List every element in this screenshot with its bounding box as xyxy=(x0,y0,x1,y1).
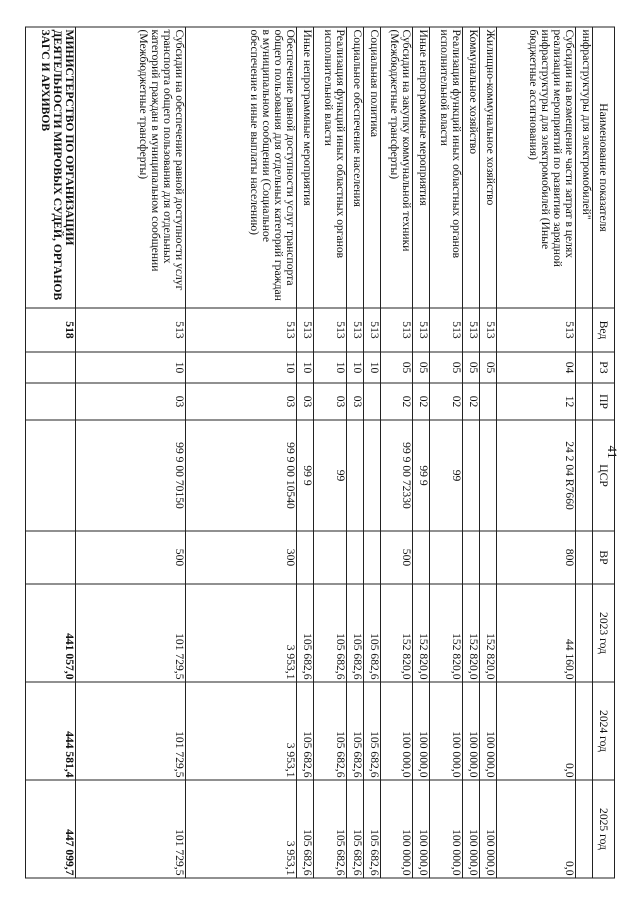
cell-2024: 100 000,0 xyxy=(479,682,496,780)
cell-csr: 24 2 04 R7660 xyxy=(496,420,576,531)
cell-2023: 105 682,6 xyxy=(346,584,363,682)
cell-csr xyxy=(346,420,363,531)
cell-pr: 03 xyxy=(297,383,314,420)
cell-rz: 04 xyxy=(496,352,576,383)
table-row xyxy=(26,27,76,878)
cell-pr: 12 xyxy=(496,383,576,420)
cell-2023: 105 682,6 xyxy=(363,584,380,682)
cell-2023: 101 729,5 xyxy=(75,584,186,682)
cell-rz: 10 xyxy=(314,352,347,383)
cell-2024: 3 953,1 xyxy=(186,682,297,780)
cell-rz xyxy=(26,352,76,383)
cell-2025: 0,0 xyxy=(496,780,576,878)
cell-name: МИНИСТЕРСТВО ПО ОРГАНИЗАЦИИ ДЕЯТЕЛЬНОСТИ МИРОВЫХ СУДЕЙ, ОРГАНОВ ЗАГС И АРХИВОВ xyxy=(26,27,76,308)
cell-2025: 105 682,6 xyxy=(297,780,314,878)
cell-2025: 3 953,1 xyxy=(186,780,297,878)
cell-2024: 444 581,4 xyxy=(26,682,76,780)
cell-rz xyxy=(576,352,593,383)
cell-vr xyxy=(462,531,479,584)
cell-2025: 105 682,6 xyxy=(346,780,363,878)
cell-rz: 05 xyxy=(380,352,413,383)
cell-2024: 105 682,6 xyxy=(297,682,314,780)
cell-name: Жилищно-коммунальное хозяйство xyxy=(479,27,496,308)
cell-pr xyxy=(479,383,496,420)
cell-rz: 10 xyxy=(75,352,186,383)
cell-pr xyxy=(363,383,380,420)
table-row xyxy=(363,27,380,878)
cell-2025: 100 000,0 xyxy=(430,780,463,878)
cell-2024: 105 682,6 xyxy=(314,682,347,780)
cell-csr: 99 9 00 72330 xyxy=(380,420,413,531)
cell-vr xyxy=(363,531,380,584)
cell-csr: 99 9 xyxy=(413,420,430,531)
cell-2023: 152 820,0 xyxy=(462,584,479,682)
cell-rz: 10 xyxy=(346,352,363,383)
header-2023: 2023 год xyxy=(593,584,615,682)
cell-2024: 101 729,5 xyxy=(75,682,186,780)
cell-2023: 152 820,0 xyxy=(380,584,413,682)
cell-name: Иные непрограммные мероприятия xyxy=(297,27,314,308)
cell-csr xyxy=(479,420,496,531)
header-vr: ВР xyxy=(593,531,615,584)
cell-pr: 02 xyxy=(430,383,463,420)
cell-rz: 05 xyxy=(430,352,463,383)
cell-2025: 101 729,5 xyxy=(75,780,186,878)
cell-ved: 513 xyxy=(297,308,314,352)
cell-name: инфраструктуры для электромобилей" xyxy=(576,27,593,308)
cell-2023: 441 057,0 xyxy=(26,584,76,682)
cell-name: Реализация функций иных областных органов исполнительной власти xyxy=(314,27,347,308)
cell-name: Социальное обеспечение населения xyxy=(346,27,363,308)
cell-name: Социальная политика xyxy=(363,27,380,308)
cell-ved: 513 xyxy=(75,308,186,352)
cell-vr: 500 xyxy=(380,531,413,584)
cell-rz: 10 xyxy=(297,352,314,383)
cell-2025: 105 682,6 xyxy=(314,780,347,878)
cell-csr: 99 xyxy=(314,420,347,531)
cell-pr: 03 xyxy=(75,383,186,420)
cell-2025: 105 682,6 xyxy=(363,780,380,878)
table-row xyxy=(413,27,430,878)
table-row xyxy=(346,27,363,878)
cell-name: Субсидии на обеспечение равной доступности услуг транспорта общего пользования для отдельных категорий граждан в муниципальном сообщении (Межбюджетные трансферты) xyxy=(75,27,186,308)
cell-rz: 05 xyxy=(479,352,496,383)
cell-ved: 513 xyxy=(496,308,576,352)
cell-csr xyxy=(363,420,380,531)
table-row xyxy=(186,27,297,878)
cell-vr: 500 xyxy=(75,531,186,584)
cell-2023 xyxy=(576,584,593,682)
cell-2023: 152 820,0 xyxy=(430,584,463,682)
cell-vr xyxy=(430,531,463,584)
cell-2024: 105 682,6 xyxy=(363,682,380,780)
cell-name: Субсидии на возмещение части затрат в целях реализации мероприятий по развитию зарядной инфраструктуры для электромобилей (Иные бюджетные ассигнования) xyxy=(496,27,576,308)
header-2024: 2024 год xyxy=(593,682,615,780)
cell-ved: 518 xyxy=(26,308,76,352)
cell-csr xyxy=(26,420,76,531)
cell-ved xyxy=(576,308,593,352)
cell-name: Обеспечение равной доступности услуг транспорта общего пользования для отдельных категорий граждан в муниципальном сообщении (Социальное обеспечение и иные выплаты населению) xyxy=(186,27,297,308)
cell-2024: 100 000,0 xyxy=(462,682,479,780)
cell-ved: 513 xyxy=(430,308,463,352)
cell-2023: 44 160,0 xyxy=(496,584,576,682)
header-row xyxy=(593,27,615,878)
cell-2023: 105 682,6 xyxy=(314,584,347,682)
table-row xyxy=(479,27,496,878)
cell-pr: 03 xyxy=(314,383,347,420)
cell-vr xyxy=(314,531,347,584)
cell-ved: 513 xyxy=(363,308,380,352)
cell-vr xyxy=(297,531,314,584)
cell-2025: 100 000,0 xyxy=(413,780,430,878)
cell-2024: 105 682,6 xyxy=(346,682,363,780)
table-row xyxy=(496,27,576,878)
cell-2024: 0,0 xyxy=(496,682,576,780)
header-rz: РЗ xyxy=(593,352,615,383)
cell-pr: 03 xyxy=(186,383,297,420)
rotated-table-wrapper xyxy=(25,27,615,878)
cell-ved: 513 xyxy=(462,308,479,352)
header-pr: ПР xyxy=(593,383,615,420)
cell-csr xyxy=(576,420,593,531)
cell-csr: 99 9 00 70150 xyxy=(75,420,186,531)
cell-name: Реализация функций иных областных органов исполнительной власти xyxy=(430,27,463,308)
cell-2025 xyxy=(576,780,593,878)
cell-name: Коммунальное хозяйство xyxy=(462,27,479,308)
cell-2023: 105 682,6 xyxy=(297,584,314,682)
cell-2023: 152 820,0 xyxy=(479,584,496,682)
header-name: Наименование показателя xyxy=(593,27,615,308)
cell-rz: 05 xyxy=(462,352,479,383)
cell-vr xyxy=(479,531,496,584)
cell-2024: 100 000,0 xyxy=(413,682,430,780)
cell-vr: 300 xyxy=(186,531,297,584)
cell-csr: 99 9 00 10540 xyxy=(186,420,297,531)
cell-2024: 100 000,0 xyxy=(380,682,413,780)
cell-pr: 03 xyxy=(346,383,363,420)
budget-table xyxy=(25,27,615,879)
table-row xyxy=(576,27,593,878)
cell-vr xyxy=(576,531,593,584)
cell-vr xyxy=(413,531,430,584)
cell-csr: 99 9 xyxy=(297,420,314,531)
cell-vr: 800 xyxy=(496,531,576,584)
table-row xyxy=(75,27,186,878)
cell-ved: 513 xyxy=(186,308,297,352)
cell-rz: 10 xyxy=(186,352,297,383)
cell-pr: 02 xyxy=(380,383,413,420)
table-row xyxy=(314,27,347,878)
cell-vr xyxy=(26,531,76,584)
cell-2025: 100 000,0 xyxy=(479,780,496,878)
cell-vr xyxy=(346,531,363,584)
cell-2024: 100 000,0 xyxy=(430,682,463,780)
cell-2025: 100 000,0 xyxy=(380,780,413,878)
page-number: 41 xyxy=(605,445,620,459)
cell-pr xyxy=(576,383,593,420)
cell-rz: 05 xyxy=(413,352,430,383)
cell-name: Субсидии на закупку коммунальной техники (Межбюджетные трансферты) xyxy=(380,27,413,308)
cell-2025: 447 099,7 xyxy=(26,780,76,878)
cell-ved: 513 xyxy=(314,308,347,352)
table-body xyxy=(26,27,593,878)
header-ved: Вед xyxy=(593,308,615,352)
cell-2023: 152 820,0 xyxy=(413,584,430,682)
cell-csr: 99 xyxy=(430,420,463,531)
header-csr: ЦСР xyxy=(593,420,615,531)
table-row xyxy=(430,27,463,878)
cell-csr xyxy=(462,420,479,531)
cell-2025: 100 000,0 xyxy=(462,780,479,878)
cell-pr: 02 xyxy=(413,383,430,420)
cell-pr xyxy=(26,383,76,420)
cell-rz: 10 xyxy=(363,352,380,383)
table-row xyxy=(297,27,314,878)
cell-ved: 513 xyxy=(380,308,413,352)
table-row xyxy=(462,27,479,878)
cell-name: Иные непрограммные мероприятия xyxy=(413,27,430,308)
cell-2023: 3 953,1 xyxy=(186,584,297,682)
cell-ved: 513 xyxy=(479,308,496,352)
cell-ved: 513 xyxy=(413,308,430,352)
cell-2024 xyxy=(576,682,593,780)
table-row xyxy=(380,27,413,878)
header-2025: 2025 год xyxy=(593,780,615,878)
cell-ved: 513 xyxy=(346,308,363,352)
cell-pr: 02 xyxy=(462,383,479,420)
